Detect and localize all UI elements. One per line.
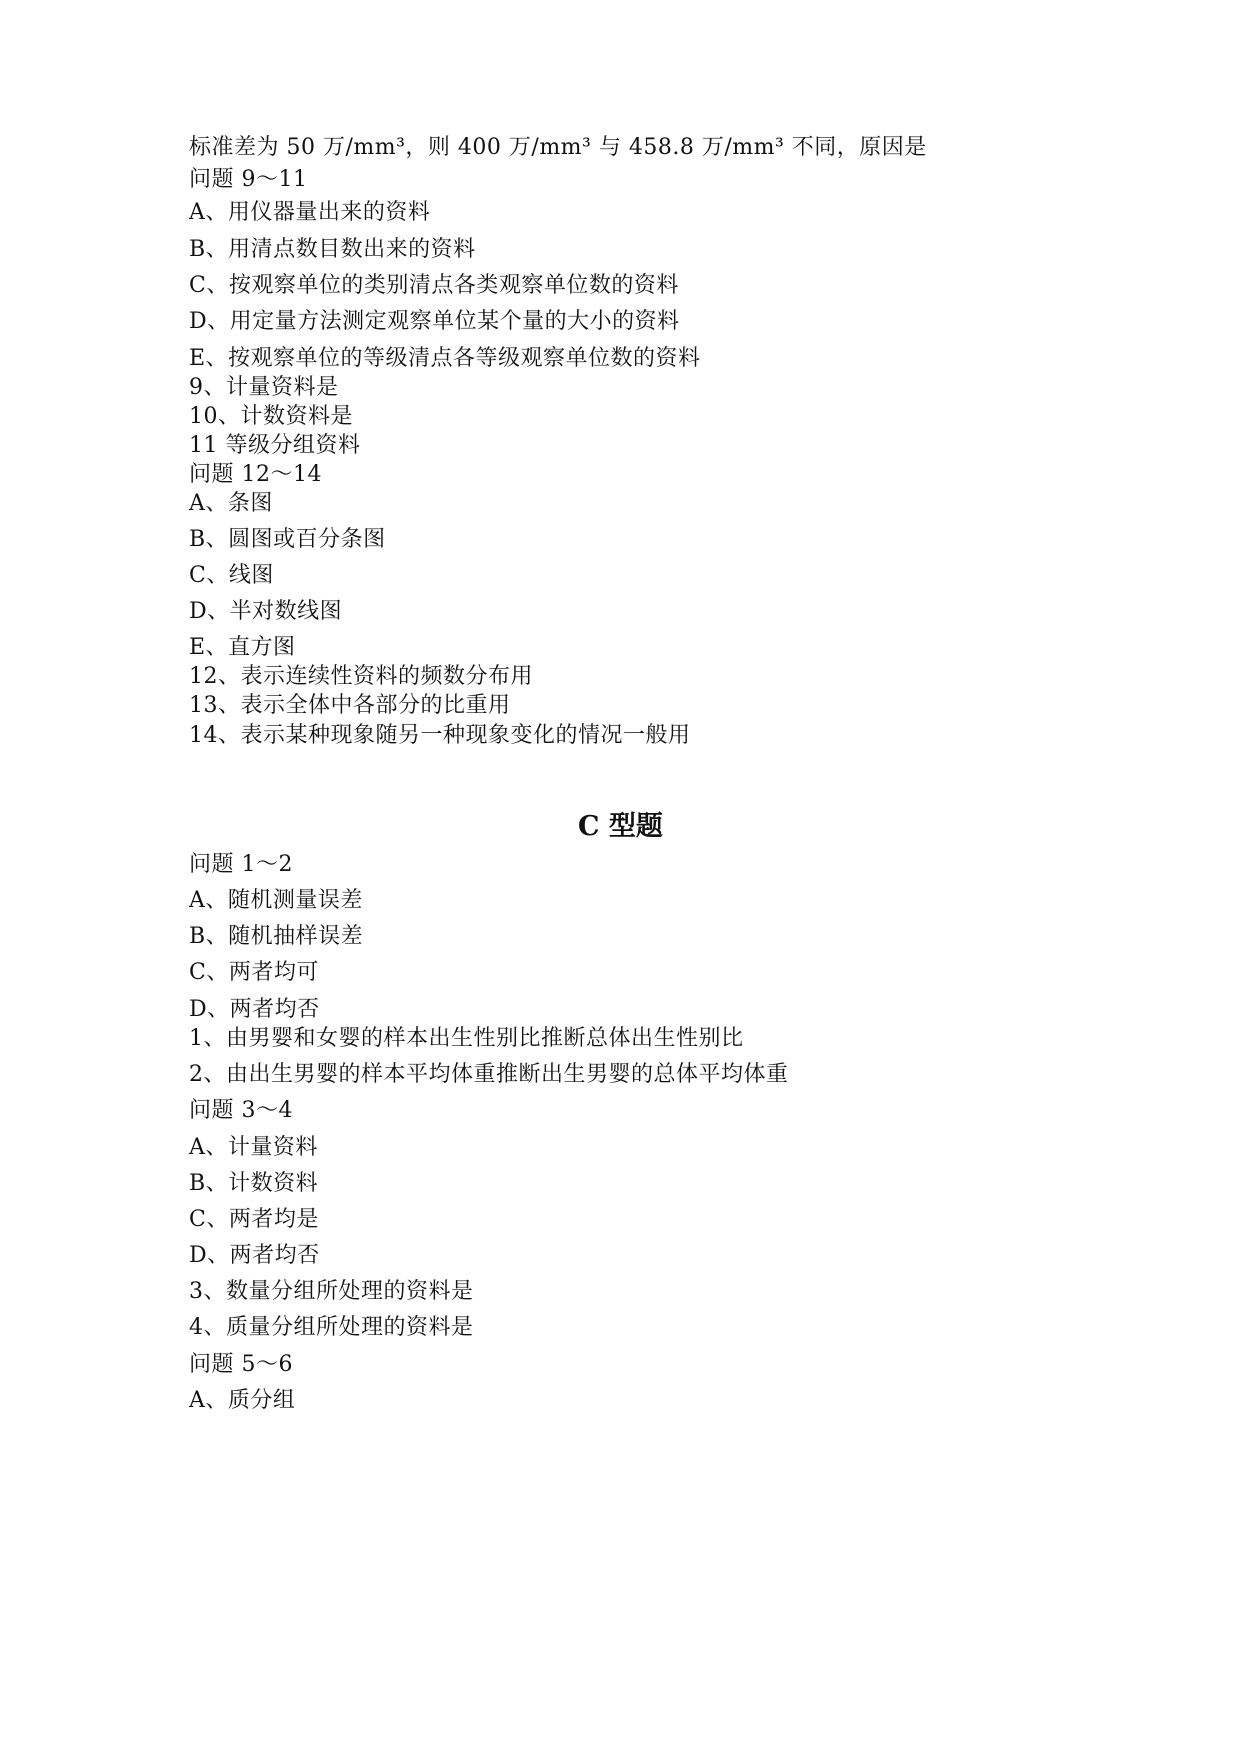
option-item: D、两者均否	[189, 1243, 320, 1268]
option-item: E、直方图	[189, 635, 296, 660]
option-item: B、计数资料	[189, 1171, 319, 1196]
option-item: B、圆图或百分条图	[189, 527, 386, 552]
question-item: 13、表示全体中各部分的比重用	[189, 693, 511, 718]
option-item: A、条图	[189, 491, 273, 516]
option-item: D、半对数线图	[189, 599, 343, 624]
question-group-header: 问题 3～4	[189, 1098, 293, 1123]
question-item: 10、计数资料是	[189, 404, 353, 429]
option-item: D、两者均否	[189, 997, 320, 1022]
question-item: 11 等级分组资料	[189, 433, 361, 458]
question-group-header: 问题 9～11	[189, 167, 308, 192]
option-item: D、用定量方法测定观察单位某个量的大小的资料	[189, 309, 680, 334]
option-item: A、计量资料	[189, 1135, 318, 1160]
question-item: 3、数量分组所处理的资料是	[189, 1279, 474, 1304]
question-8-stem-continuation: 标准差为 50 万/mm³，则 400 万/mm³ 与 458.8 万/mm³ 不同，原因是	[189, 135, 927, 160]
question-item: 1、由男婴和女婴的样本出生性别比推断总体出生性别比	[189, 1026, 744, 1051]
question-item: 4、质量分组所处理的资料是	[189, 1315, 474, 1340]
question-item: 9、计量资料是	[189, 375, 339, 400]
option-item: C、线图	[189, 563, 274, 588]
option-item: A、用仪器量出来的资料	[189, 200, 431, 225]
question-group-header: 问题 5～6	[189, 1352, 293, 1377]
section-heading: C 型题	[578, 811, 663, 842]
option-item: A、质分组	[189, 1388, 296, 1413]
option-item: B、用清点数目数出来的资料	[189, 237, 476, 262]
option-item: E、按观察单位的等级清点各等级观察单位数的资料	[189, 346, 701, 371]
option-item: C、两者均是	[189, 1207, 319, 1232]
option-item: B、随机抽样误差	[189, 924, 364, 949]
question-item: 14、表示某种现象随另一种现象变化的情况一般用	[189, 723, 691, 748]
question-item: 2、由出生男婴的样本平均体重推断出生男婴的总体平均体重	[189, 1062, 789, 1087]
question-group-header: 问题 12～14	[189, 462, 322, 487]
question-group-header: 问题 1～2	[189, 852, 293, 877]
option-item: A、随机测量误差	[189, 888, 363, 913]
option-item: C、按观察单位的类别清点各类观察单位数的资料	[189, 273, 679, 298]
question-item: 12、表示连续性资料的频数分布用	[189, 664, 533, 689]
option-item: C、两者均可	[189, 960, 319, 985]
